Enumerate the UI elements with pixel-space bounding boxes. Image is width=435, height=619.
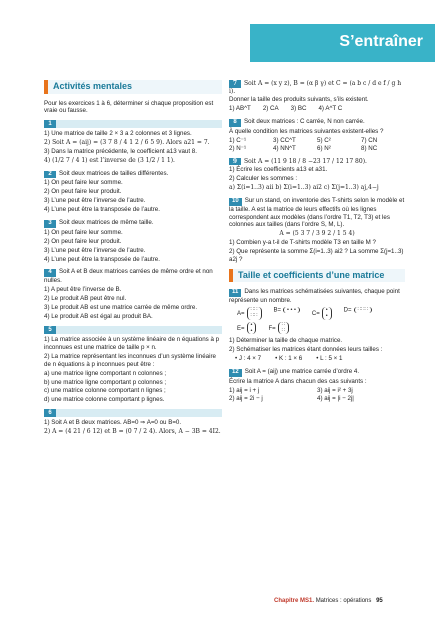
list-item: 3) CC^T [273,136,296,144]
exercise-title: Soit deux matrices : C carrée, N non carrée. [244,118,365,126]
list-item: 4) Le produit AB est égal au produit BA. [44,312,153,320]
schematic-label: B= • • • [274,307,302,320]
list-item: 2) On peut faire leur produit. [44,188,122,196]
list-item: 7) CN [361,136,378,144]
list-item: 1) A peut être l’inverse de B. [44,286,122,294]
exercise-number: 7 [229,80,241,88]
bullet-list [235,355,405,363]
exercise-5 [44,326,222,405]
list-item: 3) Dans la matrice précédente, le coefficient a13 vaut 8. [44,148,197,155]
list-item: 3) aij = i² + 3j [317,386,353,394]
schematic-label: D= ∷∷∷ [344,307,374,320]
exercise-6 [44,409,222,436]
list-item: 2) On peut faire leur produit. [44,237,122,245]
exercise-number: 3 [44,220,56,228]
exercise-3 [44,219,222,263]
exercise-number: 4 [44,269,56,277]
matrix-schematic: • • • [283,307,300,313]
list-item: 3) BC [290,105,307,113]
exercise-1 [44,120,222,164]
schematic-label: E=• • [237,322,258,335]
list-item: 1) C⁻¹ [229,136,247,144]
list-item: d) une matrice colonne comportant p lignes. [44,396,165,404]
exercise-text: Soit A = (aij) une matrice carrée d’ordre 4. [244,368,360,376]
exercise-title: Soit A et B deux matrices carrées de même ordre et non nulles. [44,268,213,285]
exercise-12 [229,368,405,402]
item-grid [229,387,405,403]
list-item: 1) Soit A et B deux matrices. AB=0 ⇒ A=0 ou B=0. [44,419,182,427]
exercise-number: 11 [229,289,241,297]
list-item: 4) A^T C [318,105,343,113]
list-item: a) Σ(i=1..3) aii b) Σ(i=1..3) ai2 c) Σ(j=1..3) aj,4−j [229,184,379,192]
schematic-matrices [237,307,405,334]
list-item: c) une matrice colonne comportant n lignes ; [44,387,166,395]
list-item: • L : 5 × 1 [316,355,343,363]
exercise-11 [229,288,405,363]
exercise-bar [44,409,222,417]
list-item: a) une matrice ligne comportant n colonnes ; [44,369,167,377]
list-item: 1) On peut faire leur somme. [44,228,123,236]
list-item: 4) L’une peut être la transposée de l’autre. [44,206,160,214]
list-item: 3) Le produit AB est une matrice carrée de même ordre. [44,303,198,311]
exercise-number: 1 [44,120,56,128]
exercise-number: 9 [229,158,241,166]
list-item: 3) L’une peut être l’inverse de l’autre. [44,197,146,205]
exercise-question: Donner la taille des produits suivants, s’ils existent. [229,96,369,104]
section-title-taille: Taille et coefficients d’une matrice [229,269,405,283]
exercise-7 [229,80,405,113]
exercise-question: Écrire la matrice A dans chacun des cas suivants : [229,377,367,385]
matrix-schematic: • • [247,322,257,335]
list-item: 2) A = (4 21 / 6 12) et B = (0 7 / 2 4). Alors, A − 3B = 4I2. [44,428,221,436]
left-column [44,80,222,441]
list-item: 2) La matrice représentant les inconnues d’un système linéaire de n équations à p inconnues peut être : [44,352,216,368]
exercise-number: 10 [229,198,242,206]
list-item: 2) Soit A = (aij) = (3 7 8 / 4 1 2 / 6 5 9). Alors a21 = 7. [44,139,210,147]
exercise-title: Soit A = (x y z), B = (α β γ) et C = (a b c / d e f / g h i). [229,80,402,95]
list-item: 2) N⁻¹ [229,144,247,152]
list-item: 4) (1/2 7 / 4 1) est l’inverse de (3 1/2 / 1 1). [44,156,175,164]
list-item: 1) Écrire les coefficients a13 et a31. [229,166,328,174]
list-item: 6) N² [317,144,331,152]
exercise-text: Dans les matrices schématisées suivantes, chaque point représente un nombre. [229,288,400,305]
list-item: 2) Schématiser les matrices étant données leurs tailles : [229,346,383,354]
list-item: 8) NC [361,144,378,152]
right-column [229,80,405,408]
exercise-4 [44,268,222,320]
page-title: S’entraîner [339,33,423,50]
page-number: 95 [376,598,383,604]
list-item: 3) L’une peut être l’inverse de l’autre. [44,246,146,254]
list-item: • J : 4 × 7 [235,355,262,363]
exercise-number: 12 [229,369,242,377]
footer-topic: Matrices : opérations [315,598,372,604]
list-item [229,105,405,113]
list-item: 1) Déterminer la taille de chaque matrice. [229,337,343,345]
list-item: 1) aij = i + j [229,386,260,394]
item-grid [229,137,405,153]
list-item: 1) On peut faire leur somme. [44,179,123,187]
list-item: 2) Le produit AB peut être nul. [44,295,127,302]
schematic-label: F=∷ ∷ [268,322,291,335]
exercise-number: 6 [44,409,56,417]
exercise-9 [229,158,405,192]
list-item: 4) NN^T [273,144,296,152]
matrix-schematic: ∷ ∷ [278,322,290,335]
matrix-schematic: • • [322,307,332,320]
exercise-bar [44,326,222,334]
list-item: • K : 1 × 6 [275,355,303,363]
intro-text: Pour les exercices 1 à 6, déterminer si chaque proposition est vraie ou fausse. [44,99,214,115]
list-item: 1) La matrice associée à un système linéaire de n équations à p inconnues est une matrice de taille p × n. [44,335,220,351]
footer-chapter: Chapitre MS1. [274,598,315,604]
exercise-number: 5 [44,326,56,334]
list-item: 2) Que représente la somme Σ(i=1..3) ai2 ? La somme Σ(j=1..3) a2j ? [229,248,404,263]
exercise-number: 8 [229,119,241,127]
list-item: b) une matrice ligne comportant p colonnes ; [44,378,167,386]
exercise-2 [44,170,222,214]
schematic-label: A=∷∷ ∷∷ [237,307,264,320]
section-title-activites: Activités mentales [44,80,222,94]
list-item: 5) C² [317,136,331,144]
exercise-text: Sur un stand, on inventorie des T-shirts selon le modèle et la taille. A est la matrice de leurs effectifs où les lignes correspondent aux modèles (dans l’ordre T1, T2, T3) et les colonnes aux tailles (dans l’ordre S, M, L). [229,196,405,229]
schematic-label: C=• • [312,307,334,320]
exercise-question: À quelle condition les matrices suivantes existent-elles ? [229,127,384,135]
list-item: 1) Combien y-a t-il de T-shirts modèle T3 en taille M ? [229,239,376,247]
matrix-schematic: ∷∷ ∷∷ [247,307,262,320]
exercise-8 [229,118,405,152]
list-item: 2) Calculer les sommes : [229,175,298,183]
matrix-schematic: ∷∷∷ [354,307,373,313]
exercise-number: 2 [44,171,56,179]
exercise-matrix: A = (5 3 7 / 3 9 2 / 1 5 4) [279,230,355,238]
header-banner [250,24,435,62]
exercise-bar [44,120,222,128]
list-item: 4) aij = |i − 2j| [317,394,354,402]
exercise-title: Soit A = (11 9 18 / 8 −23 17 / 12 17 80). [244,157,367,165]
list-item: 2) aij = 2i − j [229,394,263,402]
list-item: 4) L’une peut être la transposée de l’autre. [44,255,160,263]
exercise-title: Soit deux matrices de tailles différentes. [59,169,169,177]
list-item: 2) CA [262,105,279,113]
page-footer [274,598,409,606]
list-item: 1) Une matrice de taille 2 × 3 a 2 colonnes et 3 lignes. [44,130,192,138]
exercise-10 [229,197,405,264]
list-item: 1) AB^T [229,105,251,113]
exercise-title: Soit deux matrices de même taille. [59,219,154,227]
